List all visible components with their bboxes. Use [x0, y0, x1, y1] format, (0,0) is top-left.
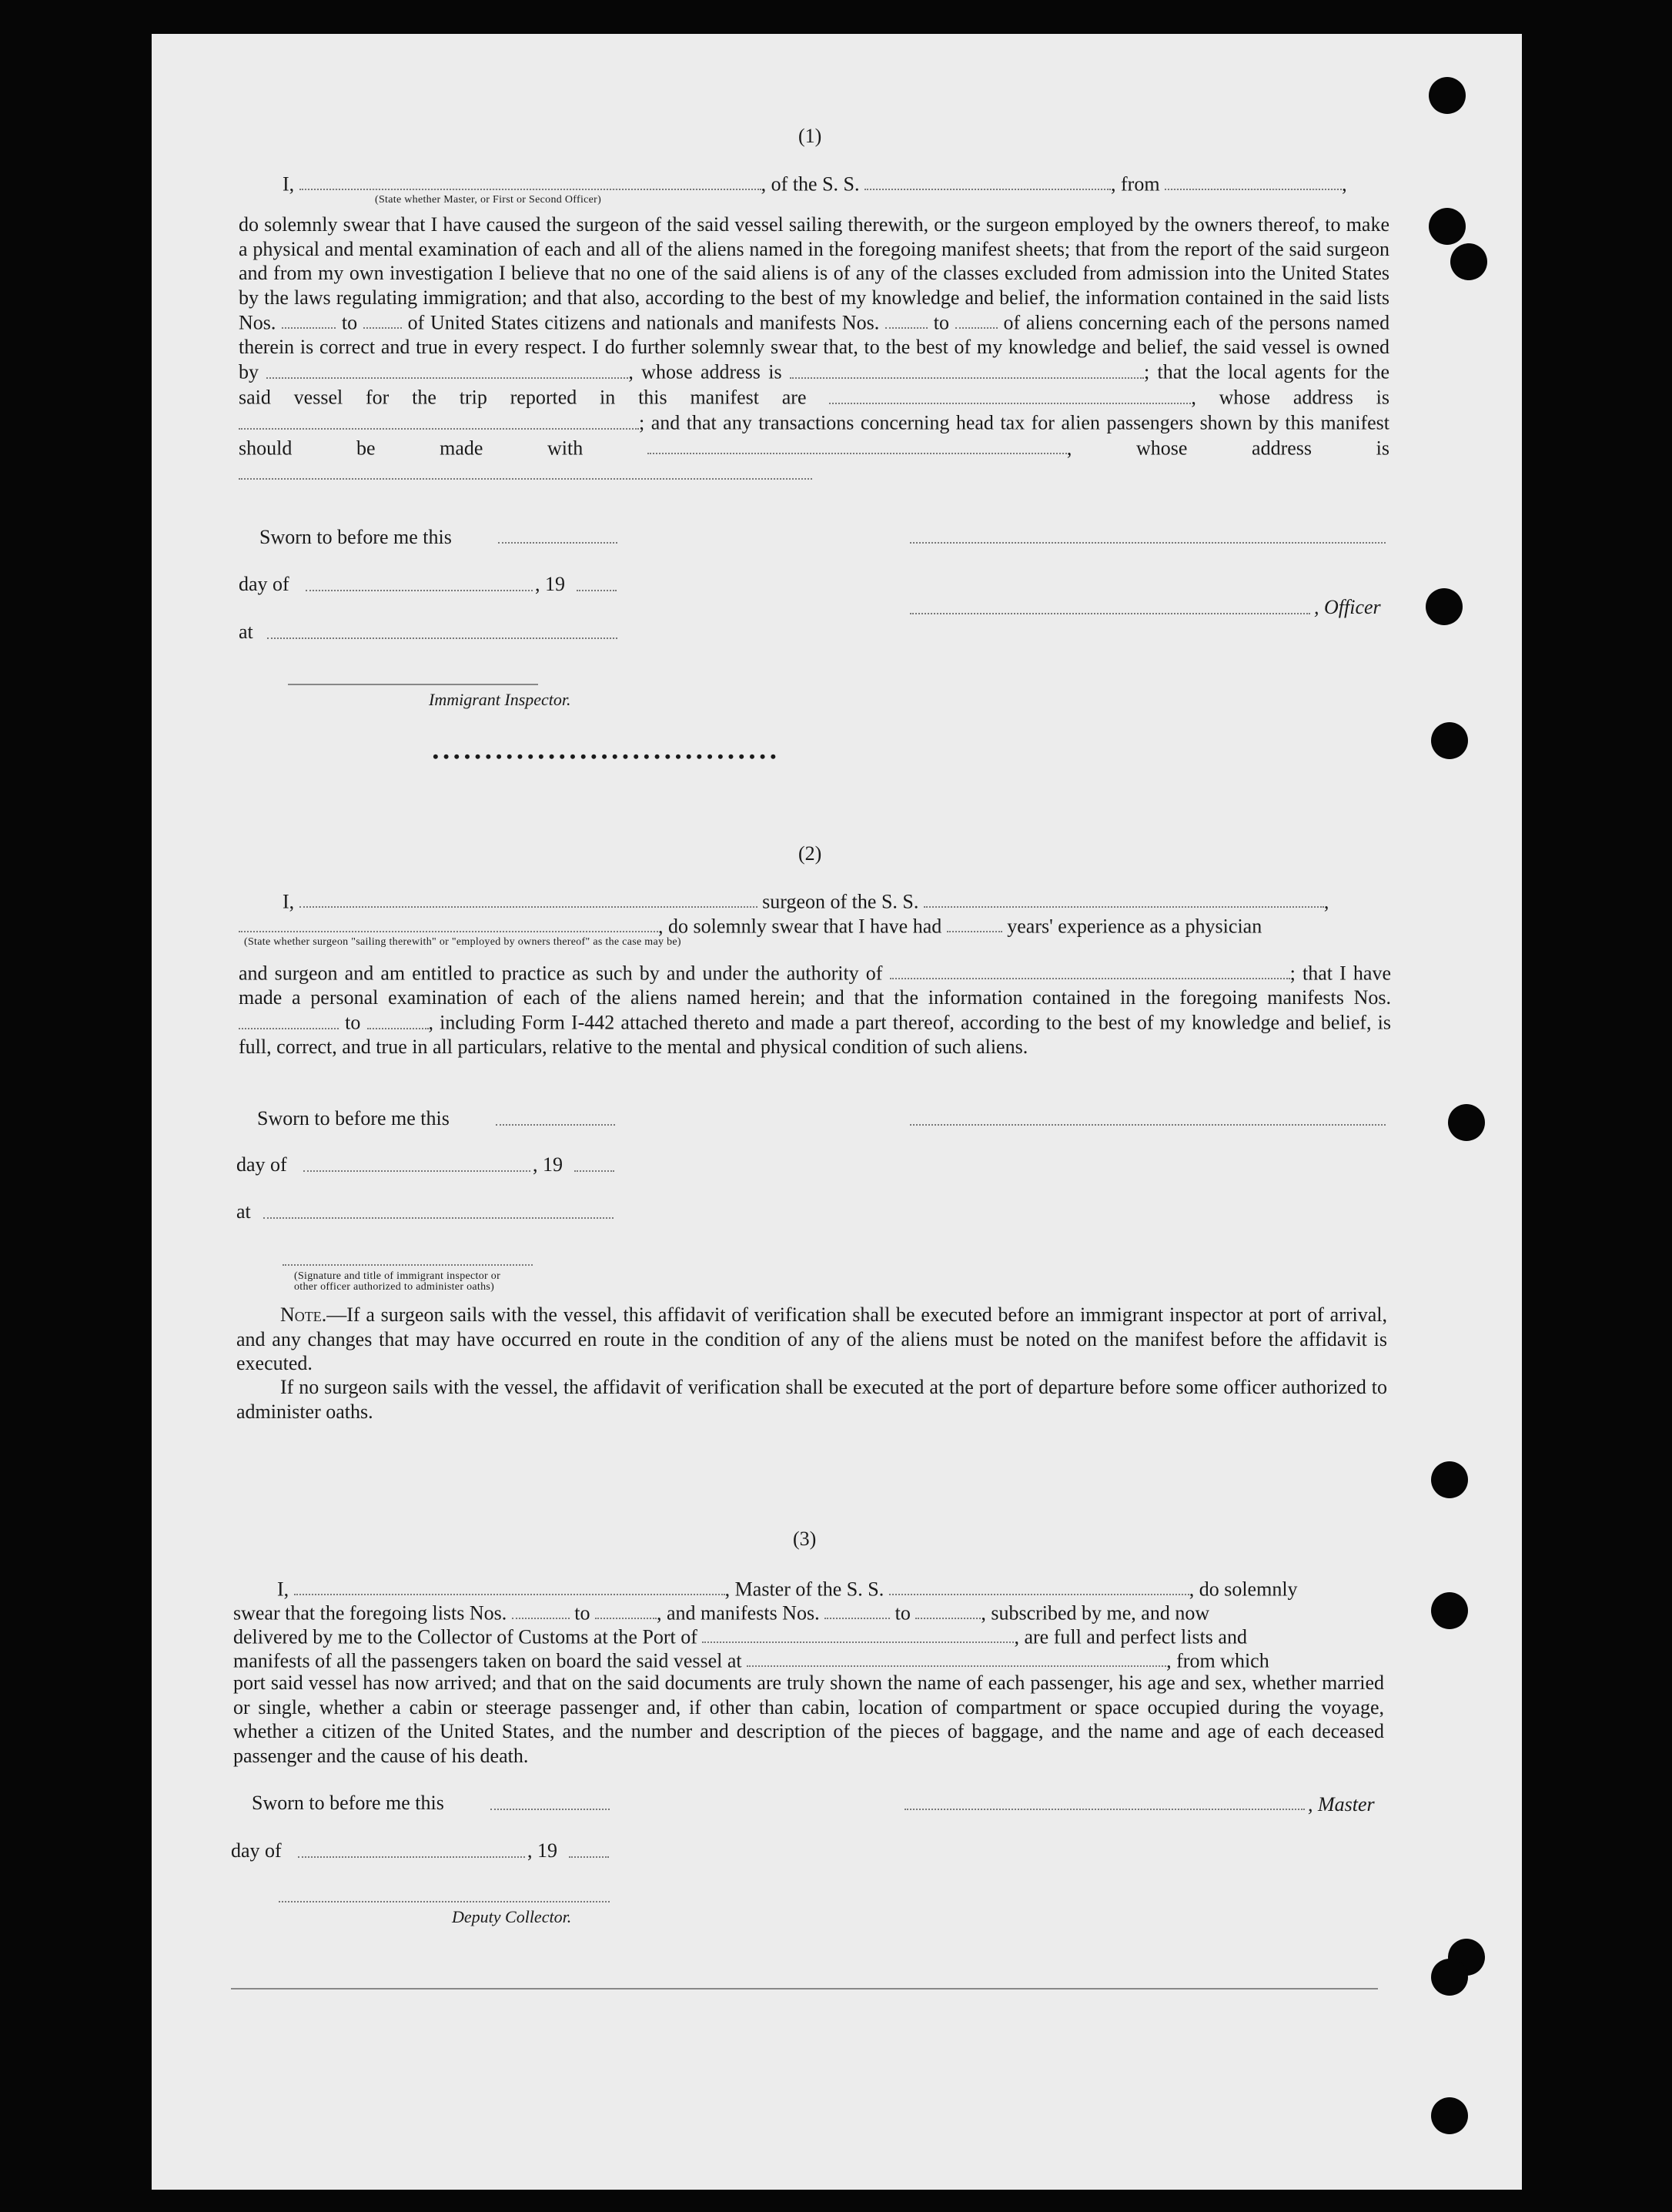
manifests-of-all-text: manifests of all the passengers taken on board the said vessel at [233, 1649, 742, 1672]
binder-hole [1450, 243, 1487, 280]
officer-rank-field[interactable] [299, 171, 761, 190]
intro-I: I, [283, 172, 295, 196]
inspector-signature-field-2[interactable] [283, 1264, 533, 1266]
port-of-customs-field[interactable] [702, 1624, 1014, 1643]
binder-hole [1431, 1461, 1468, 1498]
deputy-signature-line[interactable] [279, 1901, 610, 1902]
from-label: , from [1111, 172, 1160, 196]
semicolon: ; [1289, 962, 1296, 985]
to-label: to [895, 1601, 911, 1625]
signature-hint-2: other officer authorized to administer oaths) [294, 1281, 495, 1293]
at-label-1: at [239, 621, 253, 643]
practice-authority-field[interactable] [890, 960, 1290, 979]
at-field-2[interactable] [263, 1217, 614, 1219]
manifests-to-field[interactable] [367, 1009, 429, 1029]
lists-from-field[interactable] [282, 310, 336, 329]
year-label-1: , 19 [535, 573, 565, 595]
section-2-body-text: that I have made a personal examination of each of the aliens named herein; and that the information contained in the foregoing manifests Nos. [239, 962, 1391, 1009]
section-3-body [233, 1671, 1384, 1768]
officer-rank-hint: (State whether Master, or First or Second Officer) [375, 194, 602, 206]
of-the-ss-label: , of the S. S. [761, 172, 860, 196]
sworn-date-field-1[interactable] [498, 542, 617, 544]
owner-field[interactable] [266, 359, 628, 378]
sworn-label-3: Sworn to before me this [252, 1792, 444, 1814]
whose-address-label: , whose address is [628, 360, 782, 383]
binder-hole [1431, 1959, 1468, 1996]
years-experience-field[interactable] [947, 913, 1002, 932]
master-vessel-field[interactable] [889, 1576, 1189, 1595]
officer-line[interactable] [910, 613, 1310, 614]
section-3-number: (3) [793, 1528, 817, 1550]
binder-hole [1448, 1104, 1485, 1141]
binder-hole [1431, 1592, 1468, 1629]
surgeon-type-hint: (State whether surgeon "sailing therewith" or "employed by owners thereof" as the case may be) [244, 936, 681, 948]
surgeon-signature-field[interactable] [910, 1124, 1386, 1126]
from-which-text: , from which [1166, 1649, 1269, 1672]
day-of-field-1[interactable] [306, 590, 533, 591]
whose-address-label: , whose address is [1066, 437, 1389, 460]
section-2-body [239, 960, 1391, 1059]
day-of-label-2: day of [236, 1153, 287, 1176]
deputy-label: Deputy Collector. [452, 1907, 572, 1926]
to-label: to [341, 311, 358, 334]
lists-to-field-3[interactable] [595, 1600, 657, 1619]
binder-hole [1429, 208, 1466, 245]
note-paragraph [236, 1303, 1387, 1376]
years-experience-text: years' experience as a physician [1007, 915, 1262, 938]
year-field-2[interactable] [574, 1170, 614, 1172]
day-of-field-2[interactable] [303, 1170, 530, 1172]
to-label: to [574, 1601, 590, 1625]
note-text-2: If no surgeon sails with the vessel, the affidavit of verification shall be executed at the port of departure before some officer authorized to administer oaths. [236, 1376, 1387, 1423]
at-label-2: at [236, 1200, 251, 1223]
intro-I: I, [283, 890, 295, 913]
section-3-body-text: port said vessel has now arrived; and that on the said documents are truly shown the name of each passenger, his age and sex, whether married or single, whether a cabin or steerage passenger and, if other than cabin, location of compartment or space occupied during the voyage, whether a citizen of the United States, and the number and description of the pieces of baggage, and the name and age of each deceased passenger and the cause of his death. [233, 1672, 1384, 1767]
section-2-number: (2) [798, 842, 822, 865]
section-1-body-text: do solemnly swear that I have caused the surgeon of the said vessel sailing therewith, or the surgeon employed by the owners thereof, to make a physical and mental examination of each and all of the aliens named in the foregoing manifest sheets; that from the report of the said surgeon and from my own investigation I believe that no one of the said aliens is of any of the classes excluded from admission into the United States by the laws regulating immigration; and that also, according to the best of my knowledge and belief, the information contained in the said lists Nos. [239, 213, 1389, 334]
swear-lists-text: swear that the foregoing lists Nos. [233, 1601, 507, 1625]
comma: , [1191, 386, 1196, 409]
manifests-to-field-3[interactable] [915, 1600, 981, 1619]
inspector-signature-line[interactable] [288, 684, 538, 685]
delivered-text: delivered by me to the Collector of Customs at the Port of [233, 1625, 697, 1648]
bottom-rule [231, 1988, 1378, 1989]
officer-signature-field[interactable] [910, 542, 1386, 544]
section-2-second-line [239, 913, 1393, 938]
whose-address-label: whose address is [1219, 386, 1389, 409]
day-of-label-1: day of [239, 573, 289, 595]
manifests-from-field[interactable] [885, 310, 928, 329]
sworn-date-field-3[interactable] [490, 1809, 610, 1810]
surgeon-name-field[interactable] [299, 888, 757, 908]
master-of-label: , Master of the S. S. [724, 1578, 884, 1601]
day-of-label-3: day of [231, 1839, 282, 1862]
manifests-to-field[interactable] [955, 310, 998, 329]
section-3-line-2 [233, 1600, 1388, 1625]
full-perfect-text: , are full and perfect lists and [1014, 1625, 1247, 1648]
subscribed-text: , subscribed by me, and now [981, 1601, 1210, 1625]
section-2-intro-line [283, 888, 1395, 913]
note-text: —If a surgeon sails with the vessel, this affidavit of verification shall be executed before an immigrant inspector at port of arrival, and any changes that may have occurred en route in the condition of any of the aliens must be noted on the manifest before the affidavit is executed. [236, 1303, 1387, 1374]
binder-hole [1431, 2097, 1468, 2134]
surgeon-type-field[interactable] [239, 913, 658, 932]
note-label: Note. [280, 1303, 327, 1326]
sworn-label-1: Sworn to before me this [259, 526, 452, 548]
manifests-from-field[interactable] [239, 1009, 339, 1029]
semicolon: ; [1143, 360, 1150, 383]
do-solemnly-text: , do solemnly swear that I have had [658, 915, 942, 938]
year-label-3: , 19 [527, 1839, 557, 1862]
sworn-date-field-2[interactable] [496, 1124, 615, 1126]
to-label: to [345, 1011, 361, 1034]
sworn-label-2: Sworn to before me this [257, 1107, 450, 1129]
head-tax-contact-field[interactable] [647, 435, 1067, 454]
section-1-intro-line [283, 171, 1395, 196]
binder-hole [1429, 77, 1466, 114]
section-2-body-start: and surgeon and am entitled to practice as such by and under the authority of [239, 962, 883, 985]
do-solemnly-text: , do solemnly [1189, 1578, 1298, 1601]
form-page [152, 34, 1522, 2190]
comma: , [1323, 890, 1329, 913]
section-1-number: (1) [798, 125, 822, 147]
lists-from-field-3[interactable] [512, 1600, 570, 1619]
surgeon-vessel-field[interactable] [924, 888, 1324, 908]
section-1-body [239, 212, 1389, 486]
master-name-field[interactable] [294, 1576, 725, 1595]
section-3-intro-line [277, 1576, 1387, 1601]
year-field-1[interactable] [577, 590, 617, 591]
section-2-body-end: , including Form I-442 attached thereto and made a part thereof, according to the best of my knowledge and belief, is full, correct, and true in all particulars, relative to the mental and physical condition of such aliens. [239, 1011, 1392, 1059]
section-3-line-4 [233, 1648, 1388, 1672]
binder-hole [1431, 722, 1468, 759]
section-divider: ••••••••••••••••••••••••••••••••• [433, 747, 781, 766]
boarding-port-field[interactable] [747, 1648, 1166, 1667]
comma: , [1342, 172, 1347, 196]
master-label: , Master [1308, 1793, 1375, 1815]
intro-I: I, [277, 1578, 289, 1601]
officer-label: , Officer [1314, 596, 1381, 618]
owner-address-field[interactable] [790, 359, 1144, 378]
us-citizens-text: of United States citizens and nationals and manifests Nos. [407, 311, 880, 334]
manifests-from-field-3[interactable] [824, 1600, 890, 1619]
and-manifests-text: , and manifests Nos. [657, 1601, 820, 1625]
head-tax-address-field[interactable] [239, 460, 812, 480]
to-label: to [933, 311, 949, 334]
vessel-name-field[interactable] [864, 171, 1111, 190]
note-paragraph-2 [236, 1375, 1387, 1424]
day-of-field-3[interactable] [298, 1856, 525, 1858]
inspector-label: Immigrant Inspector. [429, 690, 571, 709]
section-3-line-3 [233, 1624, 1388, 1648]
agents-address-field[interactable] [239, 410, 639, 429]
local-agents-text: that the local agents for the said vessel for the trip reported in this manifest are [239, 360, 1390, 409]
year-label-2: , 19 [533, 1153, 563, 1176]
lists-to-field[interactable] [363, 310, 402, 329]
at-field-1[interactable] [267, 637, 617, 639]
master-signature-field[interactable] [905, 1809, 1305, 1810]
signature-hint-1: (Signature and title of immigrant inspector or [294, 1270, 501, 1282]
from-port-field[interactable] [1165, 171, 1342, 190]
binder-hole [1426, 588, 1463, 625]
aliens-concerning-text: of aliens concerning each of the persons named therein is correct and true in every respect. I do further solemnly swear that, to the best of my knowledge and belief, the said vessel is owned by [239, 311, 1390, 383]
year-field-3[interactable] [569, 1856, 609, 1858]
head-tax-text: ; and that any transactions concerning head tax for alien passengers shown by this manifest should be made with [239, 411, 1389, 460]
surgeon-of-label: surgeon of the S. S. [762, 890, 919, 913]
local-agents-field[interactable] [829, 384, 1191, 403]
